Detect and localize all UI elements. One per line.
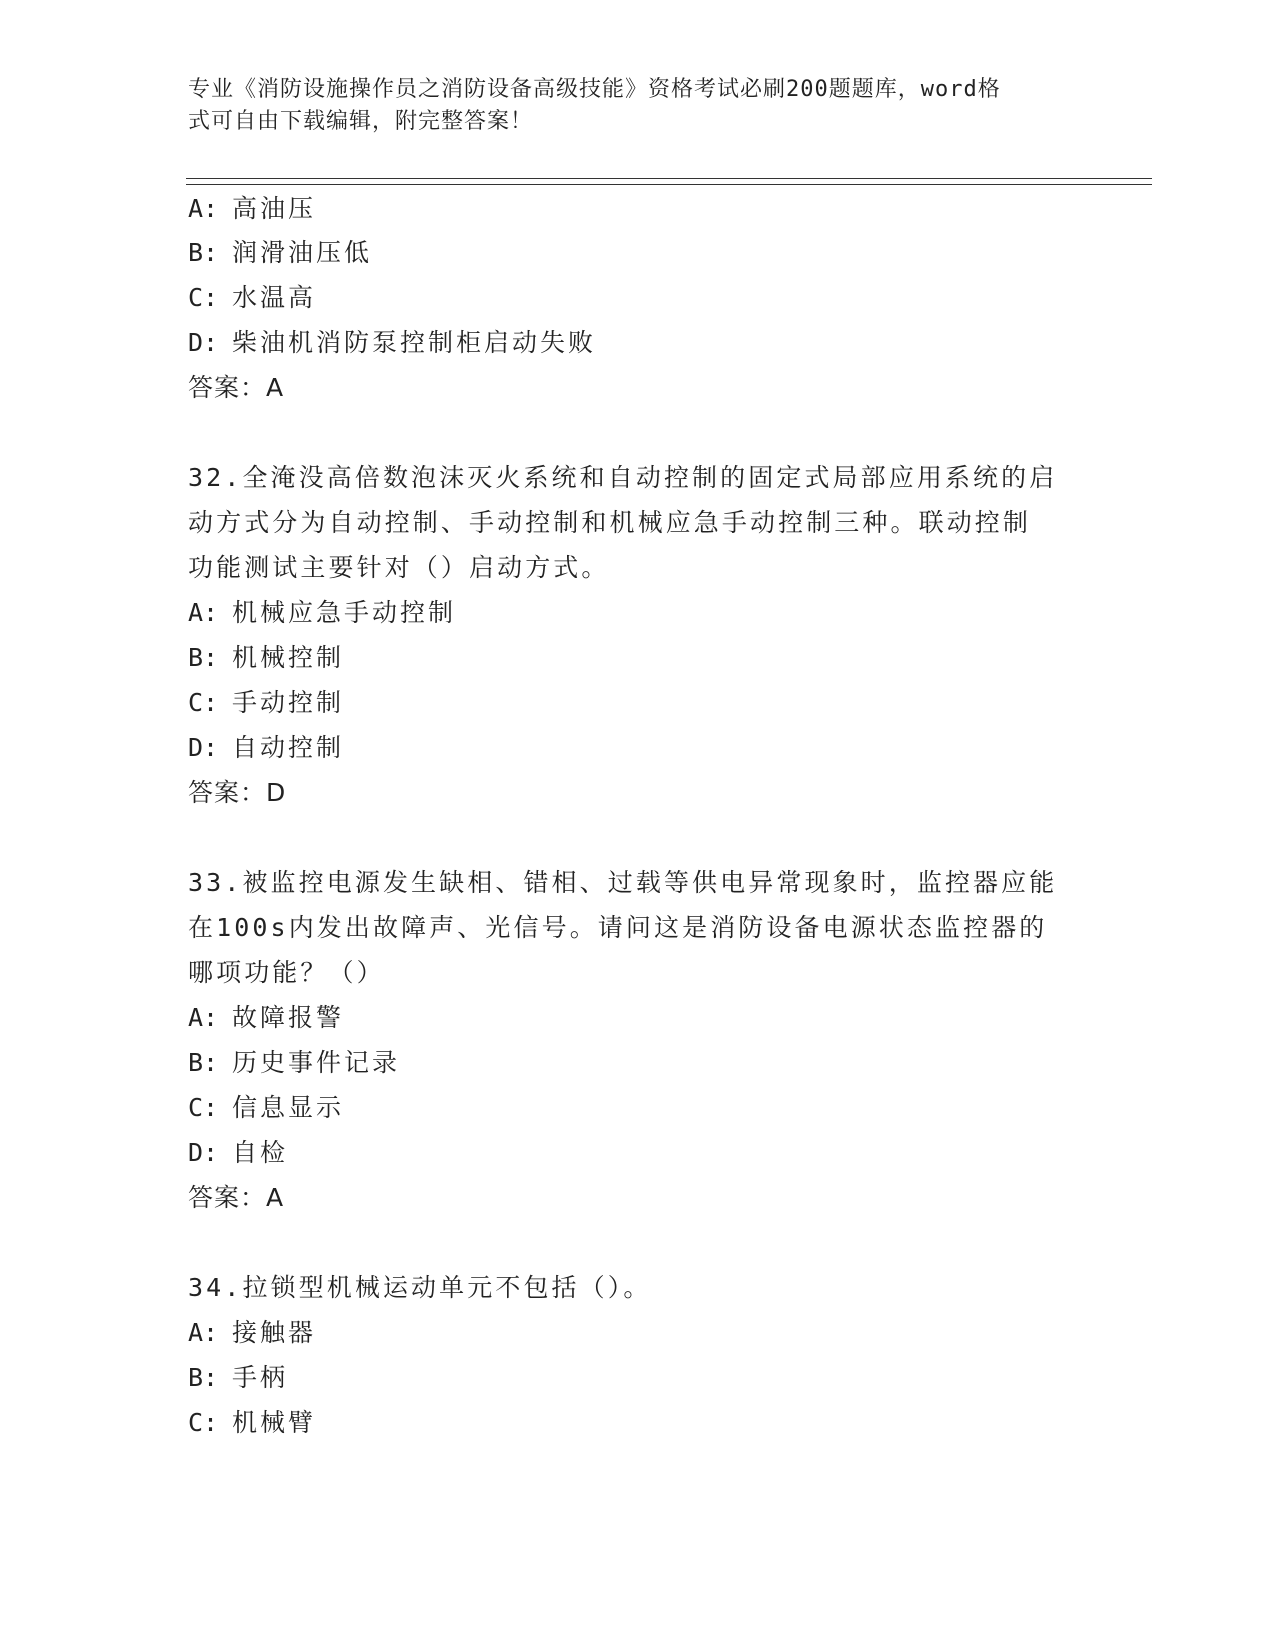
question-33-line-3: 哪项功能？（）	[188, 958, 385, 987]
option-text: 信息显示	[232, 1093, 345, 1122]
option-letter: C:	[188, 1408, 219, 1437]
option-letter: D:	[188, 733, 219, 762]
option-c	[188, 1091, 344, 1125]
option-d	[188, 731, 344, 765]
option-letter: B:	[188, 238, 219, 267]
option-letter: B:	[188, 643, 219, 672]
option-letter: A:	[188, 1318, 219, 1347]
question-33-line-1: 33.被监控电源发生缺相、错相、过载等供电异常现象时，监控器应能	[188, 868, 1058, 897]
option-text: 高油压	[232, 194, 317, 223]
option-text: 机械应急手动控制	[232, 598, 457, 627]
option-b	[188, 1046, 400, 1080]
option-a	[188, 596, 456, 630]
option-letter: A:	[188, 598, 219, 627]
option-a	[188, 1001, 344, 1035]
option-text: 机械控制	[232, 643, 345, 672]
option-c	[188, 1406, 316, 1440]
option-letter: A:	[188, 1003, 219, 1032]
option-text: 历史事件记录	[232, 1048, 401, 1077]
question-32-line-1: 32.全淹没高倍数泡沫灭火系统和自动控制的固定式局部应用系统的启	[188, 463, 1058, 492]
question-32-line-2: 动方式分为自动控制、手动控制和机械应急手动控制三种。联动控制	[188, 508, 1032, 537]
option-a	[188, 192, 316, 226]
header-line-1: 专业《消防设施操作员之消防设备高级技能》资格考试必刷200题题库，word格	[188, 77, 1001, 102]
question-33-line-2: 在100s内发出故障声、光信号。请问这是消防设备电源状态监控器的	[188, 913, 1048, 942]
option-c	[188, 281, 316, 315]
option-b	[188, 236, 372, 270]
option-letter: D:	[188, 328, 219, 357]
answer-line: 答案：A	[188, 373, 285, 402]
option-d	[188, 326, 596, 360]
document-header	[188, 74, 1068, 138]
option-text: 水温高	[232, 283, 317, 312]
option-d	[188, 1136, 288, 1170]
option-text: 故障报警	[232, 1003, 345, 1032]
option-letter: C:	[188, 1093, 219, 1122]
option-letter: C:	[188, 283, 219, 312]
option-letter: B:	[188, 1363, 219, 1392]
option-text: 自动控制	[232, 733, 345, 762]
option-text: 柴油机消防泵控制柜启动失败	[232, 328, 597, 357]
option-a	[188, 1316, 316, 1350]
option-text: 手动控制	[232, 688, 345, 717]
option-text: 机械臂	[232, 1408, 317, 1437]
option-letter: B:	[188, 1048, 219, 1077]
option-b	[188, 1361, 288, 1395]
question-34-line-1: 34.拉锁型机械运动单元不包括（）。	[188, 1273, 652, 1302]
option-text: 接触器	[232, 1318, 317, 1347]
answer-line: 答案：D	[188, 778, 287, 807]
header-line-2: 式可自由下载编辑，附完整答案！	[188, 109, 534, 134]
question-32-line-3: 功能测试主要针对（）启动方式。	[188, 553, 610, 582]
option-text: 自检	[232, 1138, 289, 1167]
answer-line: 答案：A	[188, 1183, 285, 1212]
option-text: 手柄	[232, 1363, 289, 1392]
option-letter: D:	[188, 1138, 219, 1167]
option-b	[188, 641, 344, 675]
header-rule-top	[186, 178, 1152, 179]
header-rule-bottom	[186, 184, 1152, 185]
option-letter: C:	[188, 688, 219, 717]
option-text: 润滑油压低	[232, 238, 373, 267]
option-letter: A:	[188, 194, 219, 223]
option-c	[188, 686, 344, 720]
